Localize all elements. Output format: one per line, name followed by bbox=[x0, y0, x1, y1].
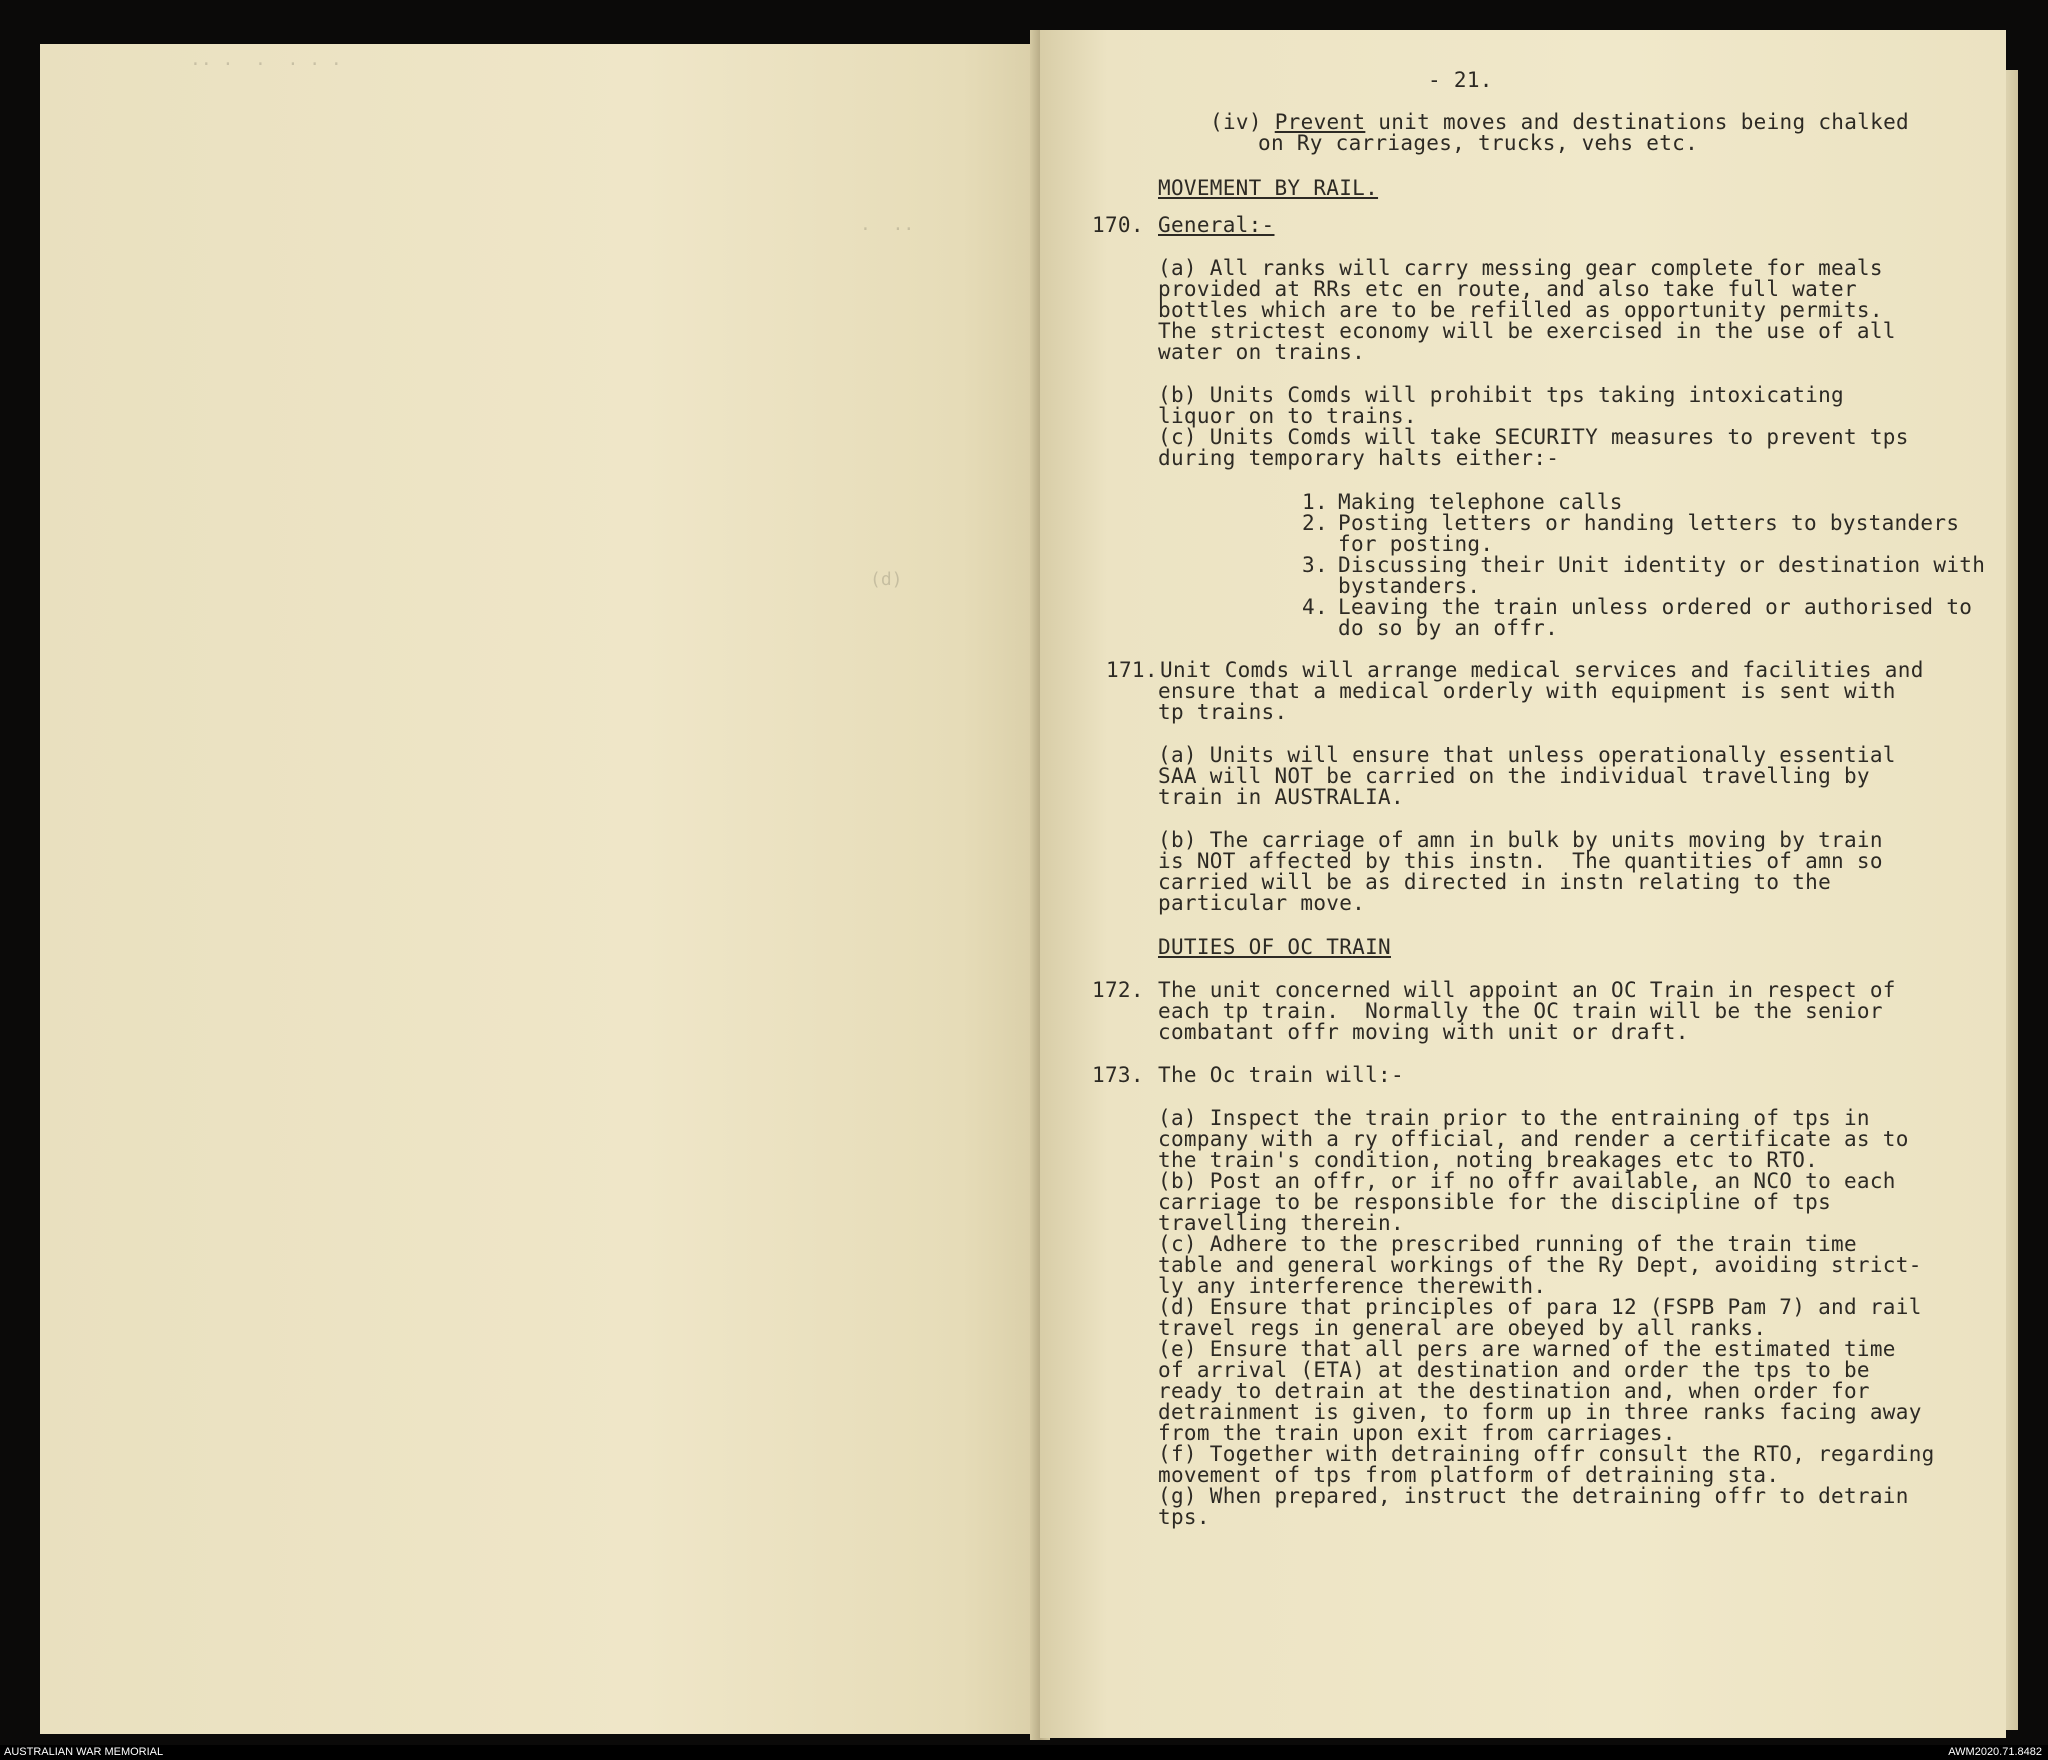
para-172-line: combatant offr moving with unit or draft. bbox=[1158, 1020, 1689, 1044]
para-171-b-line: carried will be as directed in instn relating to the bbox=[1158, 870, 1832, 894]
para-171-b-line: is NOT affected by this instn. The quantities of amn so bbox=[1158, 849, 1883, 873]
para-173-line: travelling therein. bbox=[1158, 1211, 1404, 1235]
list-item-number: 3. bbox=[1302, 553, 1328, 577]
para-171-a-line: train in AUSTRALIA. bbox=[1158, 785, 1404, 809]
para-171-line: tp trains. bbox=[1158, 700, 1288, 724]
intro-line1-rest: unit moves and destinations being chalked bbox=[1365, 110, 1909, 134]
list-item-number: 4. bbox=[1302, 595, 1328, 619]
para-173-line: detrainment is given, to form up in three ranks facing away bbox=[1158, 1400, 1922, 1424]
para-170-a-line: provided at RRs etc en route, and also take full water bbox=[1158, 277, 1857, 301]
para-173-line: company with a ry official, and render a certificate as to bbox=[1158, 1127, 1909, 1151]
intro-label: (iv) bbox=[1210, 110, 1262, 134]
para-173-line: the train's condition, noting breakages etc to RTO. bbox=[1158, 1148, 1819, 1172]
left-page-bleedthrough-3: (d) bbox=[870, 569, 903, 590]
para-173-line: (b) Post an offr, or if no offr available, an NCO to each bbox=[1158, 1169, 1896, 1193]
para-173-line: ready to detrain at the destination and, when order for bbox=[1158, 1379, 1870, 1403]
para-173-line: ly any interference therewith. bbox=[1158, 1274, 1547, 1298]
left-page-bleedthrough: ·· · · · · · bbox=[190, 54, 342, 75]
para-172-line: The unit concerned will appoint an OC Train in respect of bbox=[1158, 978, 1896, 1002]
para-170-b-line: liquor on to trains. bbox=[1158, 404, 1417, 428]
para-173-line: from the train upon exit from carriages. bbox=[1158, 1421, 1676, 1445]
footer-left: AUSTRALIAN WAR MEMORIAL bbox=[4, 1746, 164, 1758]
para-173-line: table and general workings of the Ry Dept, avoiding strict- bbox=[1158, 1253, 1922, 1277]
para-173-line: movement of tps from platform of detraining sta. bbox=[1158, 1463, 1780, 1487]
para-173-line: (a) Inspect the train prior to the entraining of tps in bbox=[1158, 1106, 1870, 1130]
list-item-text: bystanders. bbox=[1338, 574, 1481, 598]
para-170-number: 170. bbox=[1092, 213, 1144, 237]
list-item-text: for posting. bbox=[1338, 532, 1494, 556]
para-173-line: (c) Adhere to the prescribed running of the train time bbox=[1158, 1232, 1857, 1256]
para-173-line: (d) Ensure that principles of para 12 (FSPB Pam 7) and rail bbox=[1158, 1295, 1922, 1319]
page-edge bbox=[2006, 70, 2018, 1730]
para-173-number: 173. bbox=[1092, 1063, 1144, 1087]
para-173-line: of arrival (ETA) at destination and order the tps to be bbox=[1158, 1358, 1870, 1382]
para-173-line: carriage to be responsible for the discipline of tps bbox=[1158, 1190, 1832, 1214]
para-171-b-line: (b) The carriage of amn in bulk by units moving by train bbox=[1158, 828, 1883, 852]
para-173-line: (g) When prepared, instruct the detraining offr to detrain bbox=[1158, 1484, 1909, 1508]
list-item-text: Discussing their Unit identity or destination with bbox=[1338, 553, 1986, 577]
para-171-number: 171. bbox=[1106, 658, 1158, 682]
para-170-b-line: (c) Units Comds will take SECURITY measures to prevent tps bbox=[1158, 425, 1909, 449]
para-170-a-line: The strictest economy will be exercised in the use of all bbox=[1158, 319, 1896, 343]
list-item-number: 1. bbox=[1302, 490, 1328, 514]
list-item-text: Leaving the train unless ordered or authorised to bbox=[1338, 595, 1973, 619]
page-number: - 21. bbox=[1428, 68, 1493, 92]
para-173-line: (e) Ensure that all pers are warned of the estimated time bbox=[1158, 1337, 1896, 1361]
para-171-line: ensure that a medical orderly with equipment is sent with bbox=[1158, 679, 1896, 703]
list-item-text: Making telephone calls bbox=[1338, 490, 1623, 514]
intro-line-2: on Ry carriages, trucks, vehs etc. bbox=[1258, 131, 1699, 155]
left-page bbox=[40, 44, 1042, 1734]
para-170-b-line: (b) Units Comds will prohibit tps taking intoxicating bbox=[1158, 383, 1844, 407]
list-item-text: do so by an offr. bbox=[1338, 616, 1559, 640]
heading-movement-by-rail: MOVEMENT BY RAIL. bbox=[1158, 176, 1379, 200]
para-170-title: General:- bbox=[1158, 213, 1275, 237]
para-170-a-line: (a) All ranks will carry messing gear complete for meals bbox=[1158, 256, 1883, 280]
para-173-line: travel regs in general are obeyed by all ranks. bbox=[1158, 1316, 1767, 1340]
para-170-a-line: bottles which are to be refilled as opportunity permits. bbox=[1158, 298, 1883, 322]
para-173-title: The Oc train will:- bbox=[1158, 1063, 1404, 1087]
para-171-a-line: SAA will NOT be carried on the individual travelling by bbox=[1158, 764, 1870, 788]
para-171-line: Unit Comds will arrange medical services and facilities and bbox=[1160, 658, 1924, 682]
para-171-b-line: particular move. bbox=[1158, 891, 1366, 915]
para-171-a-line: (a) Units will ensure that unless operationally essential bbox=[1158, 743, 1896, 767]
heading-duties-of-oc-train: DUTIES OF OC TRAIN bbox=[1158, 935, 1391, 959]
right-page bbox=[1040, 30, 2006, 1738]
para-172-number: 172. bbox=[1092, 978, 1144, 1002]
para-173-line: tps. bbox=[1158, 1505, 1210, 1529]
para-172-line: each tp train. Normally the OC train will be the senior bbox=[1158, 999, 1883, 1023]
list-item-number: 2. bbox=[1302, 511, 1328, 535]
intro-underlined: Prevent bbox=[1274, 110, 1366, 134]
list-item-text: Posting letters or handing letters to bystanders bbox=[1338, 511, 1960, 535]
para-173-line: (f) Together with detraining offr consult the RTO, regarding bbox=[1158, 1442, 1935, 1466]
footer-right: AWM2020.71.8482 bbox=[1948, 1746, 2042, 1758]
para-170-b-line: during temporary halts either:- bbox=[1158, 446, 1560, 470]
left-page-bleedthrough-2: · ·· bbox=[860, 219, 915, 240]
intro-line-1 bbox=[1210, 112, 1909, 133]
para-170-a-line: water on trains. bbox=[1158, 340, 1366, 364]
